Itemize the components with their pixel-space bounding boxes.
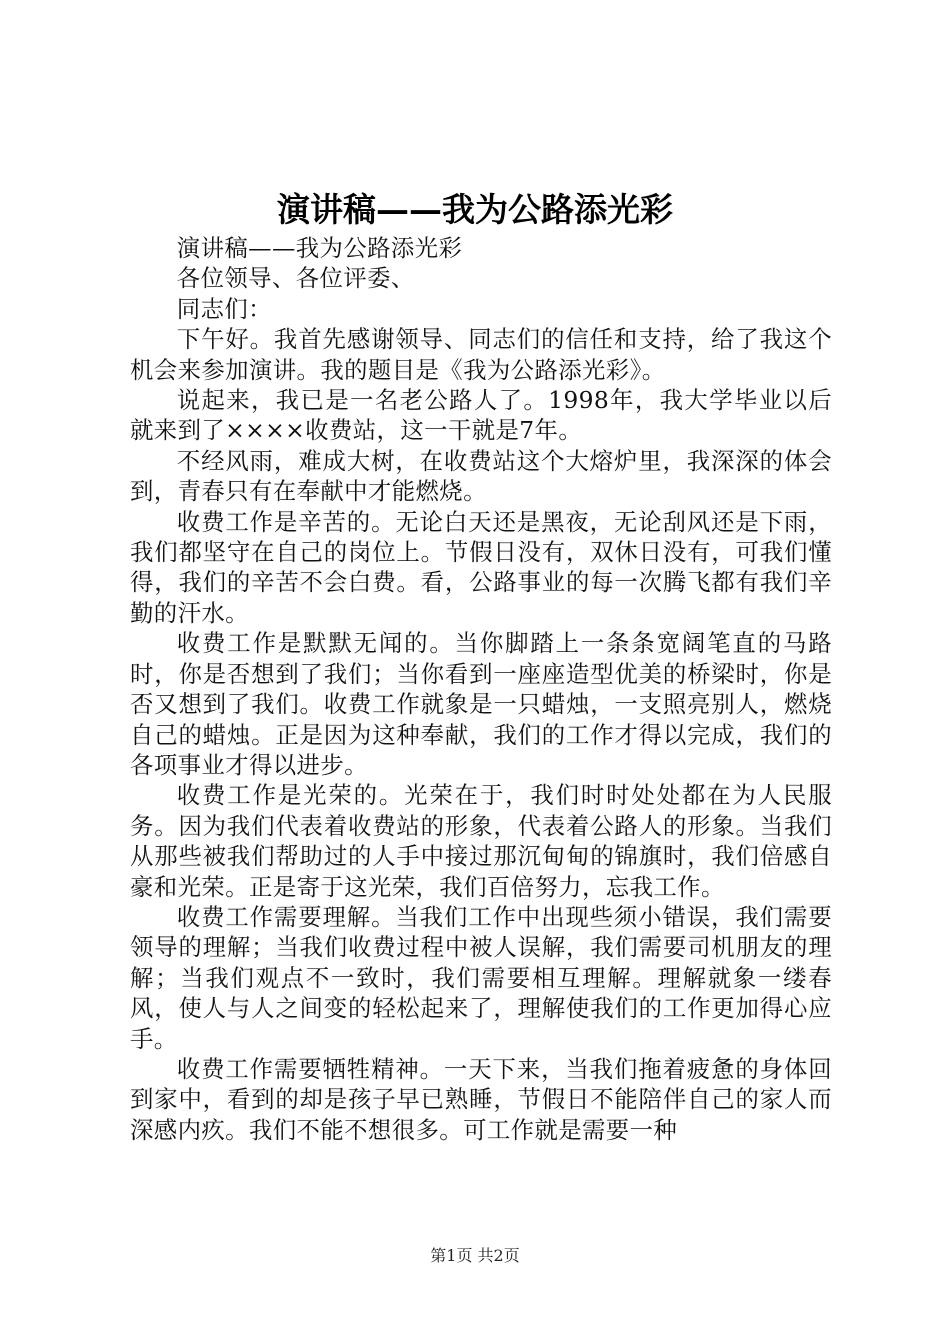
page-number-footer: 第1页 共2页: [430, 1246, 520, 1265]
document-title: 演讲稿——我为公路添光彩: [277, 190, 673, 229]
document-body: [130, 233, 832, 1145]
paragraph-salutation-comrades: 同志们：: [176, 294, 272, 323]
paragraph-background: 说起来，我已是一名老公路人了。1998年，我大学毕业以后就来到了××××收费站，这一干就是7年。: [130, 386, 832, 445]
paragraph-sacrifice: 收费工作需要牺牲精神。一天下来，当我们拖着疲惫的身体回到家中，看到的却是孩子早已熟睡，节假日不能陪伴自己的家人而深感内疚。我们不能不想很多。可工作就是需要一种: [130, 1054, 832, 1144]
paragraph-hardship: 收费工作是辛苦的。无论白天还是黑夜，无论刮风还是下雨，我们都坚守在自己的岗位上。节假日没有，双休日没有，可我们懂得，我们的辛苦不会白费。看，公路事业的每一次腾飞都有我们辛勤的汗水。: [130, 507, 832, 627]
paragraph-unsung: 收费工作是默默无闻的。当你脚踏上一条条宽阔笔直的马路时，你是否想到了我们；当你看到一座座造型优美的桥梁时，你是否又想到了我们。收费工作就象是一只蜡烛，一支照亮别人，燃烧自己的蜡烛。正是因为这种奉献，我们的工作才得以完成，我们的各项事业才得以进步。: [130, 629, 832, 779]
paragraph-heading-repeat: 演讲稿——我为公路添光彩: [176, 234, 463, 262]
paragraph-experience: 不经风雨，难成大树，在收费站这个大熔炉里，我深深的体会到，青春只有在奉献中才能燃烧。: [130, 446, 832, 506]
paragraph-understanding: 收费工作需要理解。当我们工作中出现些须小错误，我们需要领导的理解；当我们收费过程中被人误解，我们需要司机朋友的理解；当我们观点不一致时，我们需要相互理解。理解就象一缕春风，使人与人之间变的轻松起来了，理解使我们的工作更加得心应手。: [130, 902, 832, 1053]
paragraph-greeting: 下午好。我首先感谢领导、同志们的信任和支持，给了我这个机会来参加演讲。我的题目是《我为公路添光彩》。: [130, 325, 832, 384]
paragraph-salutation: 各位领导、各位评委、: [176, 264, 415, 293]
paragraph-honor: 收费工作是光荣的。光荣在于，我们时时处处都在为人民服务。因为我们代表着收费站的形象，代表着公路人的形象。当我们从那些被我们帮助过的人手中接过那沉甸甸的锦旗时，我们倍感自豪和光荣。正是寄于这光荣，我们百倍努力，忘我工作。: [130, 781, 832, 901]
